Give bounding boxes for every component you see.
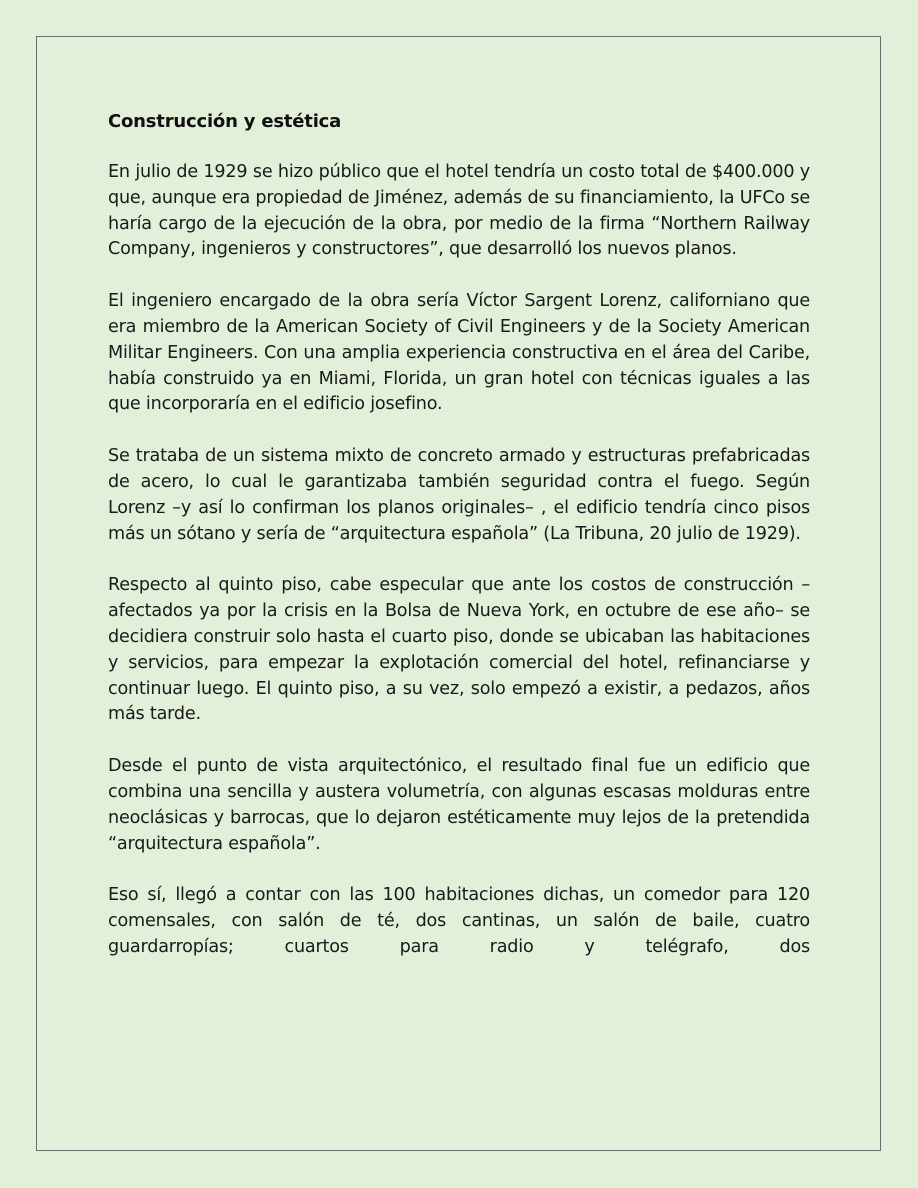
document-body [108, 109, 810, 961]
section-heading: Construcción y estética [108, 111, 342, 132]
paragraph-4: Respecto al quinto piso, cabe especular que ante los costos de construcción –afectados ya por la crisis en la Bolsa de Nueva York, en octubre de ese año– se decidiera construir solo hasta el cuarto piso, donde se ubicaban las habitaciones y servicios, para empezar la explotación comercial del hotel, refinanciarse y continuar luego. El quinto piso, a su vez, solo empezó a existir, a pedazos, años más tarde. [108, 575, 810, 725]
paragraph-3: Se trataba de un sistema mixto de concreto armado y estructuras prefabricadas de acero, lo cual le garantizaba también seguridad contra el fuego. Según Lorenz –y así lo confirman los planos originales– , el edificio tendría cinco pisos más un sótano y sería de “arquitectura española” (La Tribuna, 20 julio de 1929). [108, 446, 810, 544]
paragraph-1: En julio de 1929 se hizo público que el hotel tendría un costo total de $400.000 y que, aunque era propiedad de Jiménez, además de su financiamiento, la UFCo se haría cargo de la ejecución de la obra, por medio de la firma “Northern Railway Company, ingenieros y constructores”, que desarrolló los nuevos planos. [108, 162, 810, 260]
paragraph-5: Desde el punto de vista arquitectónico, el resultado final fue un edificio que combina una sencilla y austera volumetría, con algunas escasas molduras entre neoclásicas y barrocas, que lo dejaron estéticamente muy lejos de la pretendida “arquitectura española”. [108, 756, 810, 854]
paragraph-6: Eso sí, llegó a contar con las 100 habitaciones dichas, un comedor para 120 comensales, con salón de té, dos cantinas, un salón de baile, cuatro guardarropías; cuartos para radio y telégrafo, dos [108, 885, 810, 957]
paragraph-2: El ingeniero encargado de la obra sería Víctor Sargent Lorenz, californiano que era miembro de la American Society of Civil Engineers y de la Society American Militar Engineers. Con una amplia experiencia constructiva en el área del Caribe, había construido ya en Miami, Florida, un gran hotel con técnicas iguales a las que incorporaría en el edificio josefino. [108, 291, 810, 415]
